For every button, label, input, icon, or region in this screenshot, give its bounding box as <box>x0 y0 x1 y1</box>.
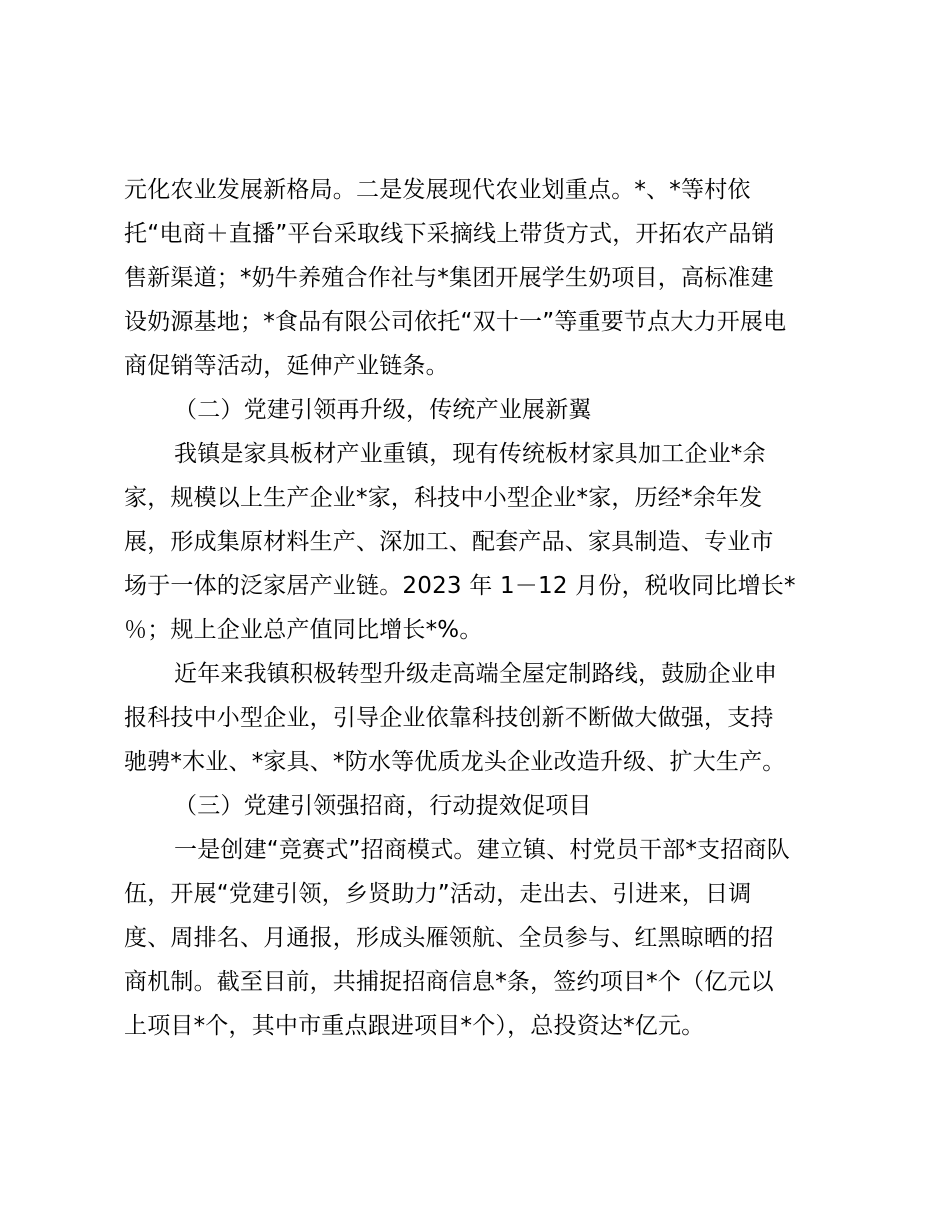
text-line: 商促销等活动，延伸产业链条。 <box>124 353 449 379</box>
text-line: 度、周排名、月通报，形成头雁领航、全员参与、红黑晾晒的招 <box>124 925 774 951</box>
text-line: 托“电商＋直播”平台采取线下采摘线上带货方式，开拓农产品销 <box>124 221 775 247</box>
paragraph-start: 一是创建“竞赛式”招商模式。建立镇、村党员干部*支招商队 <box>174 837 790 863</box>
text-line: 上项目*个，其中市重点跟进项目*个），总投资达*亿元。 <box>124 1013 705 1039</box>
text-line: 元化农业发展新格局。二是发展现代农业划重点。*、*等村依 <box>124 177 751 203</box>
text-line: 商机制。截至目前，共捕捉招商信息*条，签约项目*个（亿元以 <box>124 969 774 995</box>
paragraph-start: 我镇是家具板材产业重镇，现有传统板材家具加工企业*余 <box>174 441 766 467</box>
paragraph-start: 近年来我镇积极转型升级走高端全屋定制路线，鼓励企业申 <box>174 661 778 687</box>
text-line: 家，规模以上生产企业*家，科技中小型企业*家，历经*余年发 <box>124 485 763 511</box>
text-line: 售新渠道；*奶牛养殖合作社与*集团开展学生奶项目，高标准建 <box>124 265 774 291</box>
section-heading: （二）党建引领再升级，传统产业展新翼 <box>174 397 592 423</box>
text-line: 伍，开展“党建引领，乡贤助力”活动，走出去、引进来，日调 <box>124 881 752 907</box>
text-line: 设奶源基地；*食品有限公司依托“双十一”等重要节点大力开展电 <box>124 309 787 335</box>
text-line: 展，形成集原材料生产、深加工、配套产品、家具制造、专业市 <box>124 529 774 555</box>
text-line: 报科技中小型企业，引导企业依靠科技创新不断做大做强，支持 <box>124 705 774 731</box>
section-heading: （三）党建引领强招商，行动提效促项目 <box>174 793 592 819</box>
text-line: 驰骋*木业、*家具、*防水等优质龙头企业改造升级、扩大生产。 <box>124 749 786 775</box>
text-line: ％；规上企业总产值同比增长*%。 <box>124 617 483 643</box>
text-line: 场于一体的泛家居产业链。2023 年 1－12 月份，税收同比增长* <box>124 573 796 599</box>
